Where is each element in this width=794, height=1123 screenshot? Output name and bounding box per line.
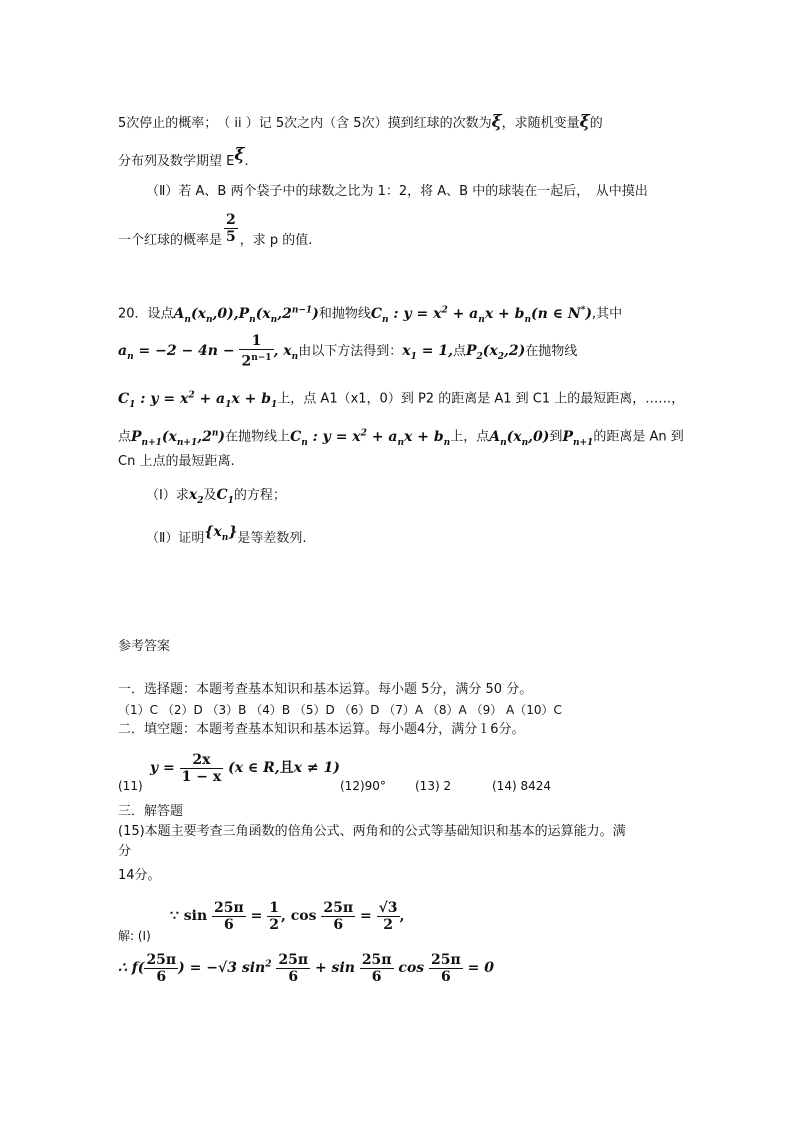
answers-heading: 参考答案 — [118, 639, 171, 654]
formula-ans11: y = $\frac{2x}{1 - x}$ (x ∈ R,且x ≠ 1) — [150, 752, 340, 785]
p19-line4: 一个红球的概率是 $\frac{2}{5}$ ，求 p 的值. — [118, 212, 313, 248]
formula-an: $a_n = -2 - 4n$ − — [118, 342, 240, 362]
xi-symbol: ξ — [579, 112, 590, 132]
p20-line1: 20．设点$A_n(x_n,0),P_n(x_n,2^{n-1})$和抛物线$C_n$ : $y = x^2 + a_nx + b_n(n$ ∈ N*),其中 — [118, 305, 623, 325]
p20-line2: $a_n = -2 - 4n$ − $\frac{1}{2^{n-1}}$ , $x_n$由以下方法得到：$x_1 = 1$,点$P_2(x_2,2)$在抛物线 — [118, 333, 578, 370]
p19-part2: （Ⅱ）若 A、B 两个袋子中的球数之比为 1：2，将 A、B 中的球装在一起后， 从中摸出 — [146, 184, 648, 199]
ans12: (12)90° — [340, 779, 386, 793]
formula-pn1: $P_{n+1}(x_{n+1},2^n)$ — [131, 428, 226, 448]
formula-pn1b: $P_{n+1}$ — [562, 428, 594, 448]
q15-desc-a: (15)本题主要考查三角函数的倍角公式、两角和的公式等基础知识和基本的运算能力。满 — [118, 824, 626, 839]
p20-part2: （Ⅱ）证明$\{x_n\}$是等差数列. — [146, 524, 307, 546]
p19-line1: 5次停止的概率； （ ii ）记 5次之内（含 5次）摸到红球的次数为ξ，求随机变量ξ的 — [118, 112, 603, 132]
formula-cn: $C_n$ : $y = x^2 + a_nx + b_n$ — [290, 428, 451, 448]
p20-line4: 点$P_{n+1}(x_{n+1},2^n)$在抛物线上$C_n$ : $y = x^2 + a_nx + b_n$上，点$A_n(x_n,0)$到$P_{n+1}$的距离是 An 到 — [118, 428, 684, 448]
solution-label: 解: (I) — [118, 929, 151, 943]
sec3-title: 三．解答题 — [118, 804, 184, 819]
xi-symbol: ξ — [491, 112, 502, 132]
formula-parabola-cn: $C_n$ : $y = x^2 + a_nx + b_n(n$ ∈ N*) — [370, 305, 593, 325]
fraction-two-fifths: $\frac{2}{5}$ — [226, 212, 236, 245]
q15-desc-b: 分 — [118, 844, 132, 859]
ans13: (13) 2 — [415, 779, 452, 793]
ans14: (14) 8424 — [492, 779, 551, 793]
formula-c1: $C_1$ : $y = x^2 + a_1x + b_1$ — [118, 390, 278, 410]
formula-an-point: $A_n(x_n,0)$ — [489, 428, 550, 448]
formula-points: $A_n(x_n,0),P_n(x_n,2^{n-1})$ — [173, 305, 319, 325]
sec2-title: 二．填空题：本题考查基本知识和基本运算。每小题4分，满分１6分。 — [118, 722, 525, 737]
formula-f-value: ∴ f( $\frac{25\pi}{6}$ ) = −√3 $\sin^2$ $\frac{25\pi}{6}$ + sin $\frac{25\pi}{6}$ cos $\frac{25\pi}{6}$ = 0 — [118, 952, 495, 985]
xi-symbol: ξ — [234, 145, 245, 165]
ans11-label: (11) — [118, 779, 143, 793]
formula-p2: $P_2(x_2,2)$ — [465, 342, 526, 362]
sec1-title: 一．选择题：本题考查基本知识和基本运算。每小题 5分，满分 50 分。 — [118, 682, 533, 697]
formula-x1: $x_1 = 1$, — [402, 342, 453, 362]
sec1-answers: （1）C （2）D （3）B （4）B （5）D （6）D （7）A （8）A （9） A（10）C — [118, 703, 562, 717]
p20-line3: $C_1$ : $y = x^2 + a_1x + b_1$上，点 A1（x1，0）到 P2 的距离是 A1 到 C1 上的最短距离，……， — [118, 390, 685, 410]
p20-part1: （Ⅰ）求$x_2$及$C_1$的方程； — [146, 487, 286, 506]
q15-desc-c: 14分。 — [118, 868, 161, 883]
p20-line5: Cn 上点的最短距离. — [118, 454, 235, 469]
p19-line2: 分布列及数学期望 Eξ. — [118, 145, 249, 169]
formula-sin-cos: ∵ sin $\frac{25\pi}{6}$ = $\frac{1}{2}$ , cos $\frac{25\pi}{6}$ = $\frac{√3}{2}$ , — [170, 900, 405, 933]
